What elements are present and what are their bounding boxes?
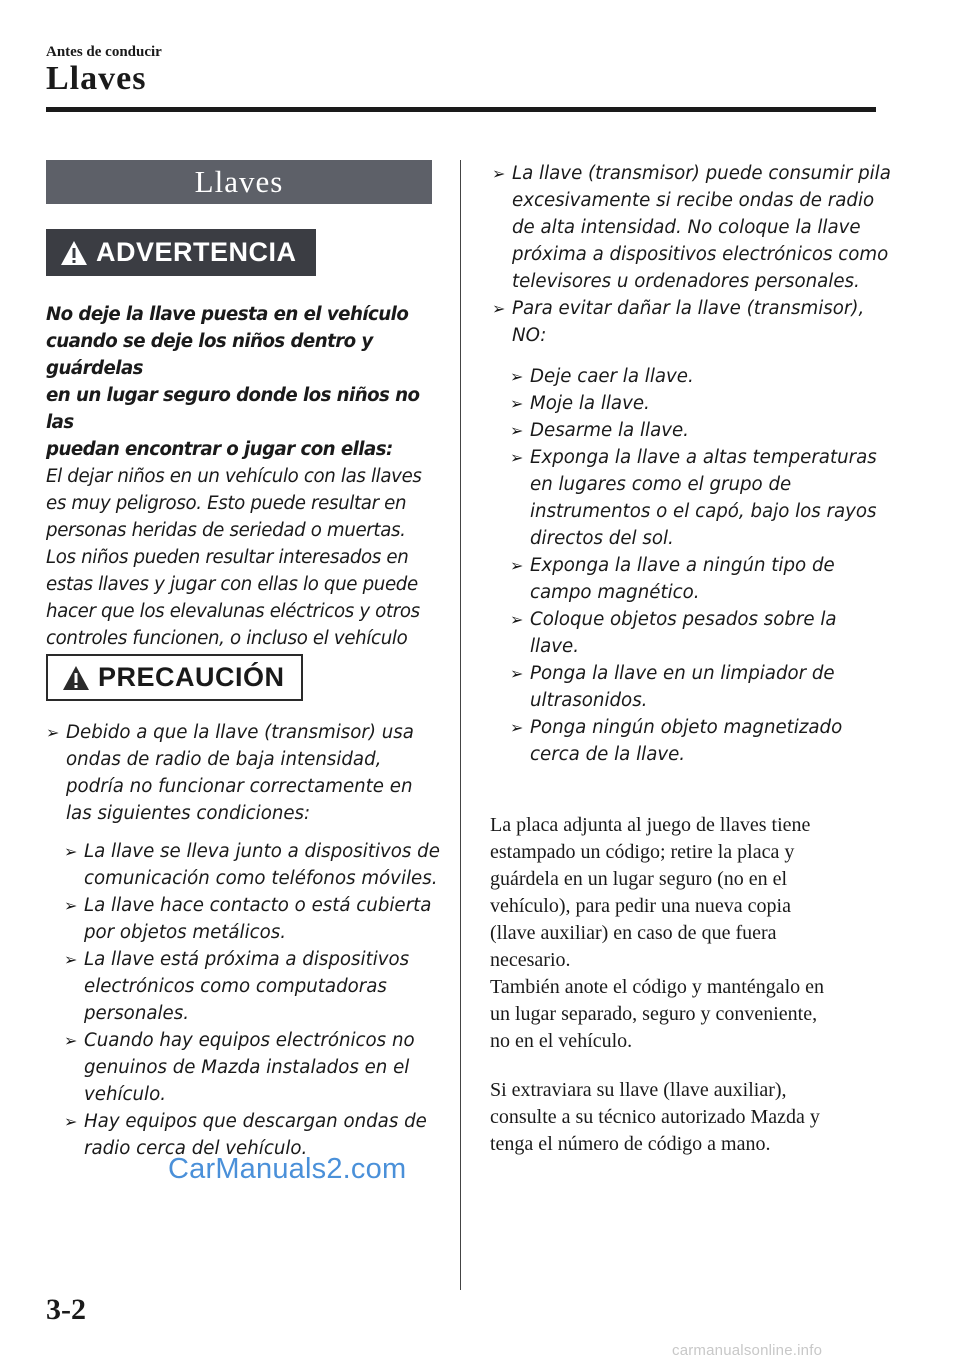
warning-bold-line: cuando se deje los niños dentro y guárdelas bbox=[46, 331, 373, 379]
warning-text bbox=[46, 301, 441, 679]
caution-badge bbox=[46, 654, 303, 701]
warning-label: ADVERTENCIA bbox=[96, 237, 297, 267]
bullet-line: ➢ Deje caer la llave. bbox=[530, 366, 694, 387]
warning-badge bbox=[46, 229, 316, 276]
caution-condition-item bbox=[64, 892, 444, 946]
caution-label: PRECAUCIÓN bbox=[98, 662, 285, 692]
avoid-intro-item bbox=[492, 295, 892, 349]
caution-condition-item bbox=[64, 946, 444, 1027]
bullet-line: ultrasonidos. bbox=[530, 690, 648, 711]
bullet-line: las siguientes condiciones: bbox=[66, 803, 311, 824]
paragraph-line: vehículo), para pedir una nueva copia bbox=[490, 895, 791, 917]
bullet-line: ➢ La llave se lleva junto a dispositivos de bbox=[84, 841, 440, 862]
warning-bold-line: No deje la llave puesta en el vehículo bbox=[46, 304, 409, 325]
warning-body-line: estas llaves y jugar con ellas lo que puede bbox=[46, 574, 418, 595]
paragraph-line: Si extraviara su llave (llave auxiliar), bbox=[490, 1079, 787, 1101]
avoid-item bbox=[510, 417, 890, 444]
warning-triangle-icon bbox=[60, 239, 88, 267]
avoid-item bbox=[510, 390, 890, 417]
bullet-line: de alta intensidad. No coloque la llave bbox=[512, 217, 861, 238]
avoid-item bbox=[510, 444, 890, 552]
warning-body-line: Los niños pueden resultar interesados en bbox=[46, 547, 409, 568]
bullet-line: ➢ Exponga la llave a altas temperaturas bbox=[530, 447, 877, 468]
caution-condition-item bbox=[64, 1027, 444, 1108]
bullet-line: ➢ La llave (transmisor) puede consumir pila bbox=[512, 163, 891, 184]
section-banner: Llaves bbox=[46, 160, 432, 204]
bullet-line: ➢ Moje la llave. bbox=[530, 393, 650, 414]
avoid-item bbox=[510, 552, 890, 606]
key-code-paragraph bbox=[490, 812, 880, 1055]
column-divider bbox=[460, 160, 461, 1290]
page-number: 3-2 bbox=[46, 1293, 86, 1326]
warning-body-line: es muy peligroso. Esto puede resultar en bbox=[46, 493, 407, 514]
watermark-text: CarManuals2.com bbox=[168, 1153, 407, 1185]
warning-body-line: personas heridas de seriedad o muertas. bbox=[46, 520, 406, 541]
avoid-item bbox=[510, 606, 890, 660]
paragraph-line: tenga el número de código a mano. bbox=[490, 1133, 771, 1155]
bullet-line: ➢ La llave hace contacto o está cubierta bbox=[84, 895, 432, 916]
avoid-item bbox=[510, 363, 890, 390]
bullet-line: próxima a dispositivos electrónicos como bbox=[512, 244, 889, 265]
warning-bold-line: en un lugar seguro donde los niños no las bbox=[46, 385, 420, 433]
warning-body-line: controles funcionen, o incluso el vehículo bbox=[46, 628, 408, 649]
bullet-line: electrónicos como computadoras bbox=[84, 976, 387, 997]
paragraph-line: estampado un código; retire la placa y bbox=[490, 841, 795, 863]
bullet-line: vehículo. bbox=[84, 1084, 167, 1105]
paragraph-line: (llave auxiliar) en caso de que fuera bbox=[490, 922, 777, 944]
bullet-line: excesivamente si recibe ondas de radio bbox=[512, 190, 875, 211]
page-title: Llaves bbox=[46, 60, 147, 97]
avoid-damage-list bbox=[510, 363, 890, 768]
lost-key-paragraph bbox=[490, 1077, 880, 1158]
paragraph-line: guárdela en un lugar seguro (no en el bbox=[490, 868, 788, 890]
paragraph-line: no en el vehículo. bbox=[490, 1030, 633, 1052]
bullet-line: podría no funcionar correctamente en bbox=[66, 776, 413, 797]
bullet-line: campo magnético. bbox=[530, 582, 700, 603]
caution-intro bbox=[46, 719, 436, 827]
warning-body-line: El dejar niños en un vehículo con las llaves bbox=[46, 466, 422, 487]
avoid-item bbox=[510, 714, 890, 768]
caution-condition-list bbox=[64, 838, 444, 1162]
bullet-line: instrumentos o el capó, bajo los rayos bbox=[530, 501, 877, 522]
bullet-line: ➢ Cuando hay equipos electrónicos no bbox=[84, 1030, 415, 1051]
caution-condition-item bbox=[64, 838, 444, 892]
caution-triangle-icon bbox=[62, 664, 90, 692]
paragraph-line: La placa adjunta al juego de llaves tiene bbox=[490, 814, 811, 836]
battery-note bbox=[492, 160, 892, 349]
bullet-line: en lugares como el grupo de bbox=[530, 474, 792, 495]
bullet-line: personales. bbox=[84, 1003, 189, 1024]
bullet-line: comunicación como teléfonos móviles. bbox=[84, 868, 438, 889]
paragraph-line: necesario. bbox=[490, 949, 571, 971]
bullet-line: ➢ Desarme la llave. bbox=[530, 420, 689, 441]
bullet-line: ➢ Coloque objetos pesados sobre la bbox=[530, 609, 837, 630]
paragraph-line: También anote el código y manténgalo en bbox=[490, 976, 825, 998]
warning-body-line: hacer que los elevalunas eléctricos y otros bbox=[46, 601, 420, 622]
paragraph-line: un lugar separado, seguro y conveniente, bbox=[490, 1003, 818, 1025]
bullet-line: ➢ Para evitar dañar la llave (transmisor), bbox=[512, 298, 865, 319]
bullet-line: directos del sol. bbox=[530, 528, 674, 549]
bullet-line: ➢ La llave está próxima a dispositivos bbox=[84, 949, 410, 970]
source-watermark: carmanualsonline.info bbox=[672, 1342, 823, 1359]
caution-intro-item bbox=[46, 719, 436, 827]
battery-note-item bbox=[492, 160, 892, 295]
bullet-line: ➢ Ponga la llave en un limpiador de bbox=[530, 663, 835, 684]
bullet-line: televisores u ordenadores personales. bbox=[512, 271, 860, 292]
header-rule bbox=[46, 107, 876, 112]
header-section-label: Antes de conducir bbox=[46, 44, 162, 60]
bullet-line: genuinos de Mazda instalados en el bbox=[84, 1057, 410, 1078]
bullet-line: ondas de radio de baja intensidad, bbox=[66, 749, 382, 770]
bullet-line: NO: bbox=[512, 325, 547, 346]
bullet-line: ➢ Debido a que la llave (transmisor) usa bbox=[66, 722, 414, 743]
bullet-line: por objetos metálicos. bbox=[84, 922, 287, 943]
paragraph-line: consulte a su técnico autorizado Mazda y bbox=[490, 1106, 820, 1128]
bullet-line: ➢ Ponga ningún objeto magnetizado bbox=[530, 717, 843, 738]
warning-bold-line: puedan encontrar o jugar con ellas: bbox=[46, 439, 393, 460]
bullet-line: ➢ Exponga la llave a ningún tipo de bbox=[530, 555, 835, 576]
bullet-line: cerca de la llave. bbox=[530, 744, 686, 765]
bullet-line: llave. bbox=[530, 636, 579, 657]
avoid-item bbox=[510, 660, 890, 714]
bullet-line: ➢ Hay equipos que descargan ondas de bbox=[84, 1111, 427, 1132]
bullet-line: radio cerca del vehículo. bbox=[84, 1138, 308, 1159]
